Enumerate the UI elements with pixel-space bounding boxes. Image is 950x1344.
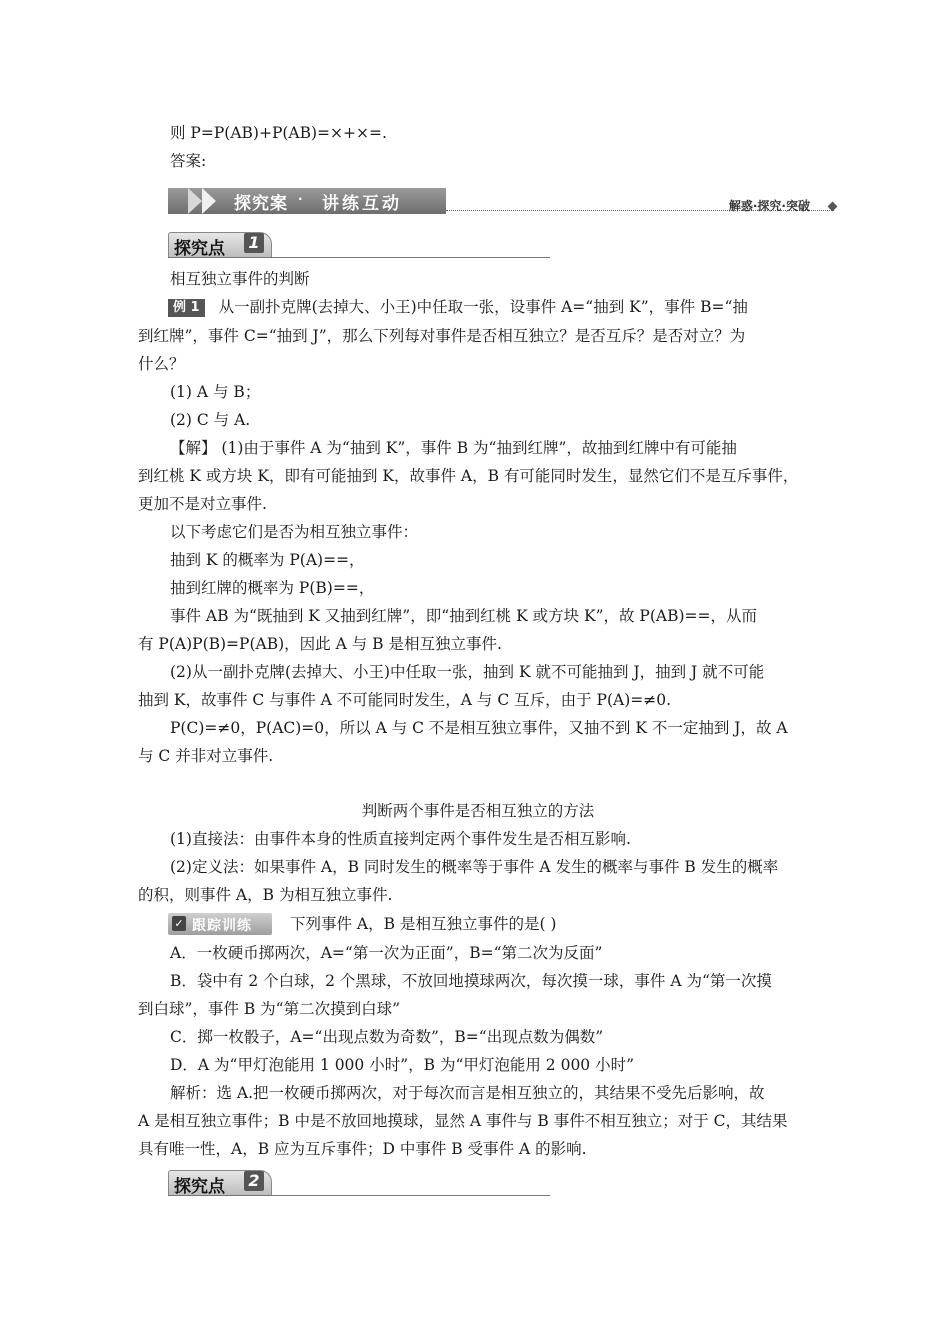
solution-line: 抽到 K 的概率为 P(A)==， xyxy=(170,551,365,569)
method-line: (2)定义法：如果事件 A，B 同时发生的概率等于事件 A 发生的概率与事件 B 发生的概率 xyxy=(170,858,779,876)
solution-line: 到红桃 K 或方块 K，即有可能抽到 K，故事件 A，B 有可能同时发生，显然它们不是互斥事件， xyxy=(138,467,799,485)
section-header-2 xyxy=(168,1170,550,1196)
probability-formula: 则 P=P(AB)+P(AB)=×+×=. xyxy=(170,124,387,142)
method-line: 的积，则事件 A，B 为相互独立事件. xyxy=(138,886,393,904)
practice-tag-label: 跟踪训练 xyxy=(192,918,252,934)
example-line-1 xyxy=(168,296,848,318)
example-question-3: 什么？ xyxy=(138,355,185,373)
banner-right-text: 解惑·探究·突破 xyxy=(728,199,810,213)
chevron-icon xyxy=(188,188,202,214)
option-b: B．袋中有 2 个白球，2 个黑球，不放回地摸球两次，每次摸一球，事件 A 为“第一次摸 xyxy=(170,972,772,990)
practice-question: 下列事件 A，B 是相互独立事件的是( ) xyxy=(290,915,557,933)
example-part-1: (1) A 与 B； xyxy=(170,383,261,401)
example-part-2: (2) C 与 A. xyxy=(170,411,251,429)
solution-line: P(C)=≠0，P(AC)=0，所以 A 与 C 不是相互独立事件，又抽不到 K 不一定抽到 J，故 A xyxy=(170,719,788,737)
practice-tag xyxy=(168,913,272,935)
example-question-1: 从一副扑克牌(去掉大、小王)中任取一张，设事件 A=“抽到 K”，事件 B=“抽 xyxy=(218,298,748,316)
analysis-line: 具有唯一性，A，B 应为互斥事件；D 中事件 B 受事件 A 的影响. xyxy=(138,1140,587,1158)
example-tag: 例 1 xyxy=(168,299,205,317)
option-c: C．掷一枚骰子，A=“出现点数为奇数”，B=“出现点数为偶数” xyxy=(170,1028,604,1046)
option-a: A．一枚硬币掷两次，A=“第一次为正面”，B=“第二次为反面” xyxy=(170,944,603,962)
solution-line: 以下考虑它们是否为相互独立事件： xyxy=(170,523,419,541)
method-title: 判断两个事件是否相互独立的方法 xyxy=(361,802,595,820)
example-question-2: 到红牌”，事件 C=“抽到 J”，那么下列每对事件是否相互独立？是否互斥？是否对立？为 xyxy=(138,327,746,345)
section-label: 探究点 xyxy=(174,1177,225,1197)
section-number: 2 xyxy=(244,1171,264,1191)
analysis-line: 解析：选 A.把一枚硬币掷两次，对于每次而言是相互独立的，其结果不受先后影响，故 xyxy=(170,1084,765,1102)
answer-label: 答案: xyxy=(170,152,207,170)
analysis-line: A 是相互独立事件；B 中是不放回地摸球，显然 A 事件与 B 事件不相互独立；对于 C，其结果 xyxy=(138,1112,788,1130)
option-d: D．A 为“甲灯泡能用 1 000 小时”，B 为“甲灯泡能用 2 000 小时” xyxy=(170,1056,635,1074)
checklist-icon: ✓ xyxy=(172,916,186,931)
solution-line: 抽到 K，故事件 C 与事件 A 不可能同时发生，A 与 C 互斥，由于 P(A)=≠0. xyxy=(138,691,672,709)
method-line: (1)直接法：由事件本身的性质直接判定两个事件发生是否相互影响. xyxy=(170,830,631,848)
solution-line: 抽到红牌的概率为 P(B)==， xyxy=(170,579,375,597)
section-heading: 相互独立事件的判断 xyxy=(170,270,310,288)
chevron-icon xyxy=(202,188,216,214)
section-number: 1 xyxy=(244,233,264,253)
section-label: 探究点 xyxy=(174,239,225,259)
section-banner xyxy=(168,188,840,214)
solution-line: 更加不是对立事件. xyxy=(138,495,267,513)
solution-line: 事件 AB 为“既抽到 K 又抽到红牌”，即“抽到红桃 K 或方块 K”，故 P(AB)==，从而 xyxy=(170,607,758,625)
solution-line: 有 P(A)P(B)=P(AB)，因此 A 与 B 是相互独立事件. xyxy=(138,635,502,653)
banner-dot: · xyxy=(298,192,304,206)
section-rule xyxy=(168,257,550,258)
option-b-cont: 到白球”，事件 B 为“第二次摸到白球” xyxy=(138,1000,401,1018)
section-rule xyxy=(168,1195,550,1196)
solution-line: 与 C 并非对立事件. xyxy=(138,747,274,765)
banner-title-b: 讲练互动 xyxy=(322,194,402,214)
section-header-1 xyxy=(168,232,550,258)
solution-line: (2)从一副扑克牌(去掉大、小王)中任取一张，抽到 K 就不可能抽到 J，抽到 J 就不可能 xyxy=(170,663,765,681)
banner-title-a: 探究案 xyxy=(234,194,288,214)
solution-line: 【解】 (1)由于事件 A 为“抽到 K”，事件 B 为“抽到红牌”，故抽到红牌中有可能抽 xyxy=(170,439,737,457)
